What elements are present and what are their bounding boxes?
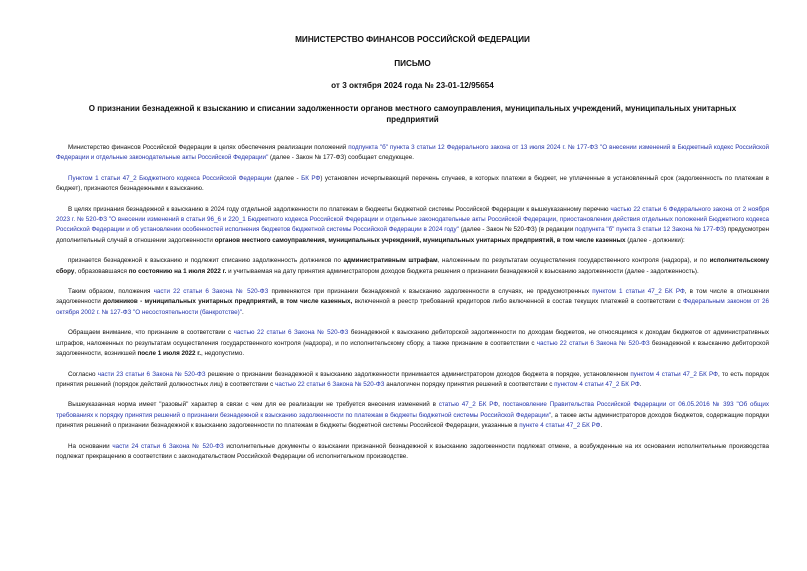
paragraph-5 [56, 287, 769, 318]
link-law-177fz[interactable]: подпункта "б" пункта 3 статьи 12 Федерального закона от 13 июля 2024 г. № 177-ФЗ "О внесении изменений в Бюджетный кодекс Российской Федерации и отдельные законодательные акты Российской Федерации" [56, 144, 769, 162]
bold-text: должников - муниципальных унитарных предприятий, в том числе казенных, [103, 298, 353, 306]
text: , то есть порядок принятия решений (порядок действий должностных лиц) в соответствии с [56, 370, 770, 388]
paragraph-7 [56, 370, 769, 391]
text: решение о признании безнадежной к взысканию задолженности принимается администратором доходов бюджета в порядке, установленном [205, 370, 631, 378]
text: применяются при признании безнадежной к взысканию задолженности в случаях, не предусмотренных [268, 288, 593, 296]
bold-text: после 1 июля 2022 г. [137, 350, 201, 358]
text: включенной в реестр требований кредиторов либо включенной в состав текущих платежей в соответствии с [352, 298, 684, 306]
link-520fz-part24[interactable]: части 24 статьи 6 Закона № 520-ФЗ [112, 442, 224, 450]
bold-text: органов местного самоуправления, муниципальных учреждений, муниципальных унитарных предприятий, в том числе казенных [214, 236, 626, 244]
link-bk-47-2[interactable]: статью 47_2 БК РФ [438, 401, 499, 409]
paragraph-6 [56, 328, 769, 359]
text: , образовавшаяся [74, 267, 129, 275]
text: Обращаем внимание, что признание в соответствии с [68, 329, 234, 337]
text: исполнительные документы о взыскании признанной безнадежной к взысканию задолженности подлежат отмене, а возбужденные на их основании исполнительные производства подлежат прекращению в соответствии с законодательством Российской Федерации об исполнительном производстве. [56, 442, 770, 460]
bold-text: административным штрафам [343, 257, 438, 265]
bold-text: исполнительскому сбору [56, 257, 769, 275]
text: , [498, 401, 503, 409]
text: , недопустимо. [201, 350, 245, 358]
text: Таким образом, положения [68, 288, 154, 296]
link-520fz-part23[interactable]: части 23 статьи 6 Закона № 520-ФЗ [97, 370, 206, 378]
paragraph-8 [56, 400, 769, 431]
text: , а также акты администраторов доходов бюджетов, содержащие порядки принятия решений о признании безнадежной к взысканию задолженности по платежам в бюджеты бюджетной системы Российской Федерации, указанные в [56, 411, 770, 430]
link-government-decree-393[interactable]: постановление Правительства Российской Федерации от 06.05.2016 № 393 "Об общих требованиях к порядку принятия решений о признании безнадежной к взысканию задолженности по платежам в бюджеты бюджетной системы Российской Федерации" [56, 401, 770, 419]
text: (далее - должники): [625, 236, 685, 244]
text: (далее - Закон № 177-ФЗ) сообщает следующее. [268, 154, 415, 162]
link-bk-rf[interactable]: БК РФ [301, 174, 321, 182]
document-date-number: от 3 октября 2024 года № 23-01-12/95654 [331, 81, 494, 90]
text: ) предусмотрен дополнительный случай в отношении задолженности [56, 226, 770, 244]
link-bk-47-2-p1[interactable]: пунктом 1 статьи 47_2 БК РФ [592, 288, 685, 296]
link-177fz-subpoint[interactable]: подпункта "б" пункта 3 статьи 12 Закона № 177-ФЗ [574, 226, 724, 234]
paragraph-3 [56, 205, 769, 247]
paragraph-2 [56, 174, 769, 195]
text: аналогичен порядку принятия решений в соответствии с [384, 380, 555, 388]
text: безнадежной к взысканию дебиторской задолженности, возникшей [56, 339, 769, 358]
paragraph-1 [56, 143, 769, 164]
link-520fz-part22[interactable]: частью 22 статьи 6 Закона № 520-ФЗ [233, 329, 349, 337]
text: . [639, 380, 642, 388]
link-law-520fz[interactable]: частью 22 статьи 6 Федерального закона от 2 ноября 2023 г. № 520-ФЗ "О внесении изменений в статьи 96_6 и 220_1 Бюджетного кодекса Российской Федерации и отдельные законодательные акты Российской Федерации, приостановлении действия отдельных положений Бюджетного кодекса Российской Федерации и об установлении особенностей исполнения бюджетов бюджетной системы Российской Федерации в 2024 году" [56, 205, 769, 234]
text: признается безнадежной к взысканию и подлежит списанию задолженность должников по [68, 257, 344, 265]
link-bk-47-2-p4[interactable]: пунктом 4 статьи 47_2 БК РФ [630, 370, 718, 378]
document-kind: ПИСЬМО [394, 59, 431, 68]
text: На основании [68, 442, 113, 450]
bold-text: по состоянию на 1 июля 2022 г. [128, 267, 227, 275]
link-520fz-part22[interactable]: части 22 статьи 6 Закона № 520-ФЗ [153, 288, 269, 296]
paragraph-4 [56, 256, 769, 277]
text: , наложенным по результатам осуществления государственного контроля (надзора), и по [437, 257, 710, 265]
text: безнадежной к взысканию дебиторской задолженности по доходам бюджетов, не относящимся к доходам бюджетов от административных штрафов, наложенных по результатам осуществления государственного контроля (надзора), и по исполнительскому сбору, а также признание в соответствии с [56, 329, 769, 347]
text: (далее - [271, 174, 302, 182]
text: , в том числе в отношении задолженности [56, 288, 770, 306]
text: . [600, 422, 603, 430]
text: Вышеуказанная норма имеет "разовый" характер в связи с чем для ее реализации не требуется внесения изменений в [68, 401, 439, 409]
text: (далее - Закон № 520-ФЗ) (в редакции [458, 226, 575, 234]
link-bk-47-2[interactable]: Пунктом 1 статьи 47_2 Бюджетного кодекса Российской Федерации [68, 174, 272, 182]
link-520fz-part22[interactable]: частью 22 статьи 6 Закона № 520-ФЗ [536, 339, 650, 347]
link-520fz-part22[interactable]: частью 22 статьи 6 Закона № 520-ФЗ [275, 380, 385, 388]
link-bk-47-2-p4[interactable]: пунктом 4 статьи 47_2 БК РФ [554, 380, 640, 388]
text: Министерство финансов Российской Федерации в целях обеспечения реализации положений [68, 144, 349, 151]
paragraph-9 [56, 442, 769, 463]
ministry-name: МИНИСТЕРСТВО ФИНАНСОВ РОССИЙСКОЙ ФЕДЕРАЦИИ [295, 35, 530, 44]
text: ) установлен исчерпывающий перечень случаев, в которых платежи в бюджет, не уплаченные в установленный срок (задолженность по платежам в бюджет), признаются безнадежными к взысканию. [56, 174, 770, 193]
text: и учитываемая на дату принятия администратором доходов бюджета решения о признании безнадежной к взысканию задолженности (далее - задолженность). [226, 267, 699, 275]
document-subject: О признании безнадежной к взысканию и списании задолженности органов местного самоуправления, муниципальных учреждений, муниципальных унитарных предприятий [88, 104, 737, 124]
text: . [241, 308, 244, 316]
link-law-127fz[interactable]: Федеральным законом от 26 октября 2002 г. № 127-ФЗ "О несостоятельности (банкротстве)" [56, 298, 769, 316]
text: Согласно [68, 370, 98, 378]
text: В целях признания безнадежной к взысканию в 2024 году отдельной задолженности по платежам в бюджеты бюджетной системы Российской Федерации к вышеуказанному перечню [68, 205, 611, 213]
link-bk-47-2-p4[interactable]: пункте 4 статьи 47_2 БК РФ [519, 422, 601, 430]
